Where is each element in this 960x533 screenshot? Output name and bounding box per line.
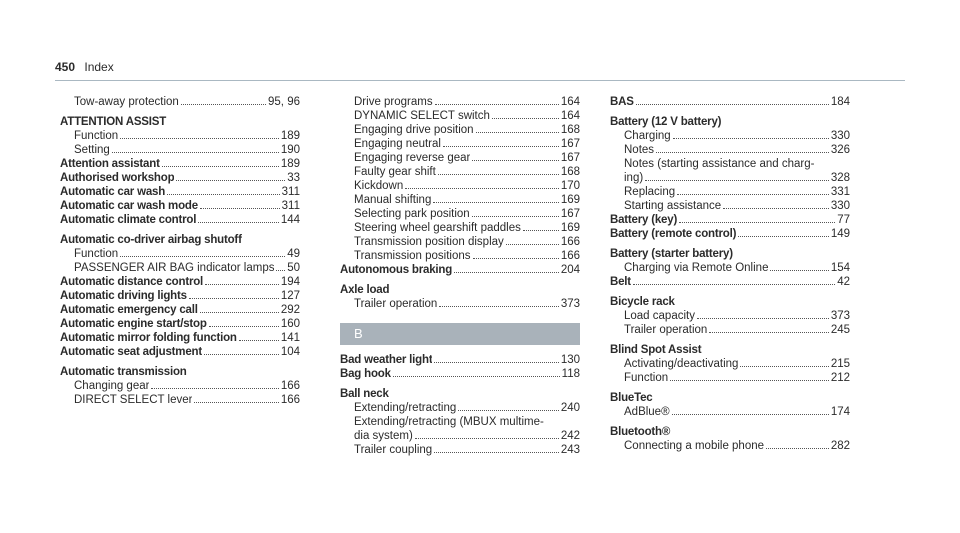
index-entry: Engaging reverse gear 167 — [354, 152, 580, 164]
index-entry: Transmission position display 166 — [354, 236, 580, 248]
index-entry: Automatic climate control 144 — [60, 214, 300, 226]
index-entry: Transmission positions 166 — [354, 250, 580, 262]
index-entry: Charging 330 — [624, 130, 850, 142]
index-heading: Automatic transmission — [60, 366, 187, 378]
index-heading: Battery (starter battery) — [610, 248, 733, 260]
index-heading: Ball neck — [340, 388, 389, 400]
index-entry: Charging via Remote Online 154 — [624, 262, 850, 274]
index-entry: Attention assistant 189 — [60, 158, 300, 170]
index-entry: Starting assistance 330 — [624, 200, 850, 212]
index-entry: Bad weather light 130 — [340, 354, 580, 366]
index-entry: Trailer operation 373 — [354, 298, 580, 310]
index-column-1 — [60, 95, 300, 407]
index-entry: Trailer operation 245 — [624, 324, 850, 336]
page-number: 450 — [55, 60, 76, 74]
index-entry: Automatic engine start/stop 160 — [60, 318, 300, 330]
index-entry: Function 212 — [624, 372, 850, 384]
index-entry: Engaging neutral 167 — [354, 138, 580, 150]
page-title: Index — [84, 60, 114, 74]
index-heading: BlueTec — [610, 392, 653, 404]
index-entry: dia system) 242 — [354, 430, 580, 442]
index-entry: Automatic distance control 194 — [60, 276, 300, 288]
index-entry: Automatic emergency call 292 — [60, 304, 300, 316]
index-entry: Selecting park position 167 — [354, 208, 580, 220]
index-entry: ing) 328 — [624, 172, 850, 184]
index-entry: BAS 184 — [610, 96, 850, 108]
index-entry: Engaging drive position 168 — [354, 124, 580, 136]
index-entry: Connecting a mobile phone 282 — [624, 440, 850, 452]
index-entry: Steering wheel gearshift paddles 169 — [354, 222, 580, 234]
index-column-3 — [610, 95, 850, 453]
index-heading: ATTENTION ASSIST — [60, 116, 167, 128]
index-entry: DYNAMIC SELECT switch 164 — [354, 110, 580, 122]
index-entry-line: Extending/retracting (MBUX multime- — [354, 416, 544, 428]
index-heading: Blind Spot Assist — [610, 344, 702, 356]
index-entry: Replacing 331 — [624, 186, 850, 198]
index-entry: Function 189 — [74, 130, 300, 142]
index-heading: Bicycle rack — [610, 296, 675, 308]
index-entry: Activating/deactivating 215 — [624, 358, 850, 370]
index-entry: Battery (key) 77 — [610, 214, 850, 226]
index-entry-line: Notes (starting assistance and charg- — [624, 158, 815, 170]
index-column-2 — [340, 95, 580, 457]
index-entry: DIRECT SELECT lever 166 — [74, 394, 300, 406]
index-entry: Automatic car wash 311 — [60, 186, 300, 198]
section-letter-bar: B — [340, 323, 580, 345]
index-heading: Battery (12 V battery) — [610, 116, 722, 128]
index-heading: Bluetooth® — [610, 426, 671, 438]
page-header — [55, 60, 114, 74]
index-entry: Kickdown 170 — [354, 180, 580, 192]
index-entry: Extending/retracting 240 — [354, 402, 580, 414]
index-heading: Axle load — [340, 284, 390, 296]
index-entry: Notes 326 — [624, 144, 850, 156]
index-entry: Automatic seat adjustment 104 — [60, 346, 300, 358]
index-entry: Belt 42 — [610, 276, 850, 288]
index-entry: Faulty gear shift 168 — [354, 166, 580, 178]
index-entry: Authorised workshop 33 — [60, 172, 300, 184]
index-entry: Setting 190 — [74, 144, 300, 156]
index-entry: Drive programs 164 — [354, 96, 580, 108]
index-entry: Changing gear 166 — [74, 380, 300, 392]
index-entry: Automatic driving lights 127 — [60, 290, 300, 302]
index-entry: Manual shifting 169 — [354, 194, 580, 206]
index-entry: Automatic car wash mode 311 — [60, 200, 300, 212]
index-entry: Bag hook 118 — [340, 368, 580, 380]
index-entry: Autonomous braking 204 — [340, 264, 580, 276]
index-entry: PASSENGER AIR BAG indicator lamps 50 — [74, 262, 300, 274]
index-entry: Tow-away protection 95, 96 — [74, 96, 300, 108]
index-entry: Load capacity 373 — [624, 310, 850, 322]
index-entry: Function 49 — [74, 248, 300, 260]
index-entry: AdBlue® 174 — [624, 406, 850, 418]
header-divider — [55, 80, 905, 81]
index-entry: Battery (remote control) 149 — [610, 228, 850, 240]
index-entry: Automatic mirror folding function 141 — [60, 332, 300, 344]
index-entry: Trailer coupling 243 — [354, 444, 580, 456]
index-heading: Automatic co-driver airbag shutoff — [60, 234, 242, 246]
